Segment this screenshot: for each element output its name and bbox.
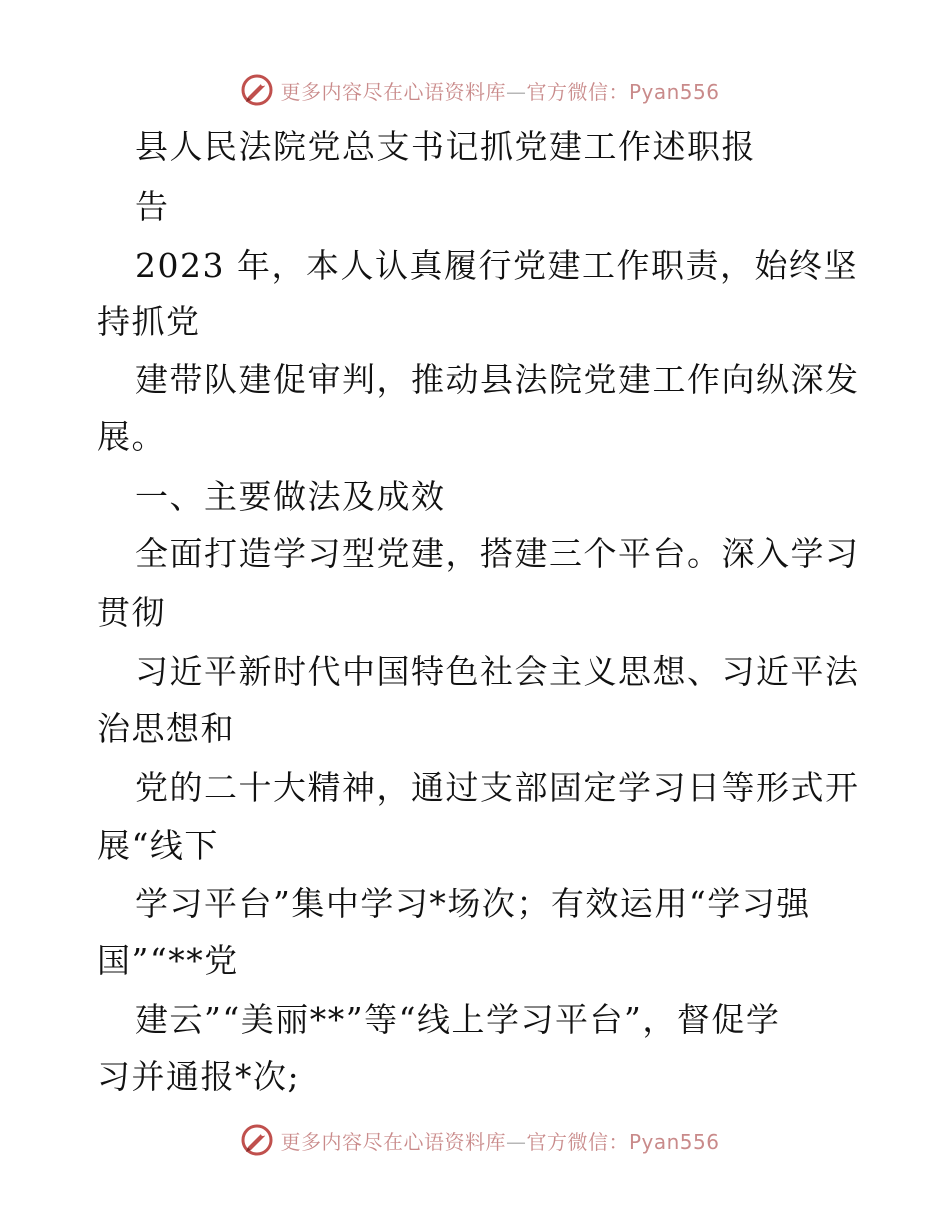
paragraph-line: 展。 — [97, 417, 166, 456]
paragraph-line: 全面打造学习型党建，搭建三个平台。深入学习 — [135, 534, 860, 573]
paragraph-line: 党的二十大精神，通过支部固定学习日等形式开 — [135, 768, 860, 807]
paragraph-line: 展“线下 — [97, 826, 219, 865]
watermark-text — [280, 1126, 719, 1155]
header-watermark — [0, 70, 950, 110]
paragraph-line: 建带队建促审判，推动县法院党建工作向纵深发 — [135, 360, 860, 399]
watermark-group — [240, 1123, 719, 1157]
document-title-line-2: 告 — [135, 187, 170, 226]
watermark-suffix: 官方微信：Pyan556 — [526, 79, 720, 104]
watermark-text — [280, 76, 719, 105]
watermark-group — [240, 73, 719, 107]
paragraph-line: 治思想和 — [97, 709, 235, 748]
pen-logo-icon — [240, 73, 274, 107]
paragraph-line: 持抓党 — [97, 302, 201, 341]
watermark-dash: — — [505, 79, 527, 104]
paragraph-line: 学习平台”集中学习*场次；有效运用“学习强 — [135, 884, 811, 923]
paragraph-line: 建云”“美丽**”等“线上学习平台”，督促学 — [135, 1000, 781, 1039]
paragraph-line: 习并通报*次; — [97, 1057, 301, 1096]
paragraph-line: 贯彻 — [97, 593, 166, 632]
watermark-dash: — — [505, 1129, 527, 1154]
watermark-suffix: 官方微信：Pyan556 — [526, 1129, 720, 1154]
document-title-line-1: 县人民法院党总支书记抓党建工作述职报 — [135, 127, 756, 166]
section-heading: 一、主要做法及成效 — [135, 477, 446, 516]
footer-watermark — [0, 1120, 950, 1160]
watermark-main: 更多内容尽在心语资料库 — [280, 79, 506, 104]
paragraph-line: 国”“**党 — [97, 941, 239, 980]
paragraph-line: 习近平新时代中国特色社会主义思想、习近平法 — [135, 652, 860, 691]
pen-logo-icon — [240, 1123, 274, 1157]
watermark-main: 更多内容尽在心语资料库 — [280, 1129, 506, 1154]
paragraph-line: 2023 年，本人认真履行党建工作职责，始终坚 — [135, 246, 858, 285]
